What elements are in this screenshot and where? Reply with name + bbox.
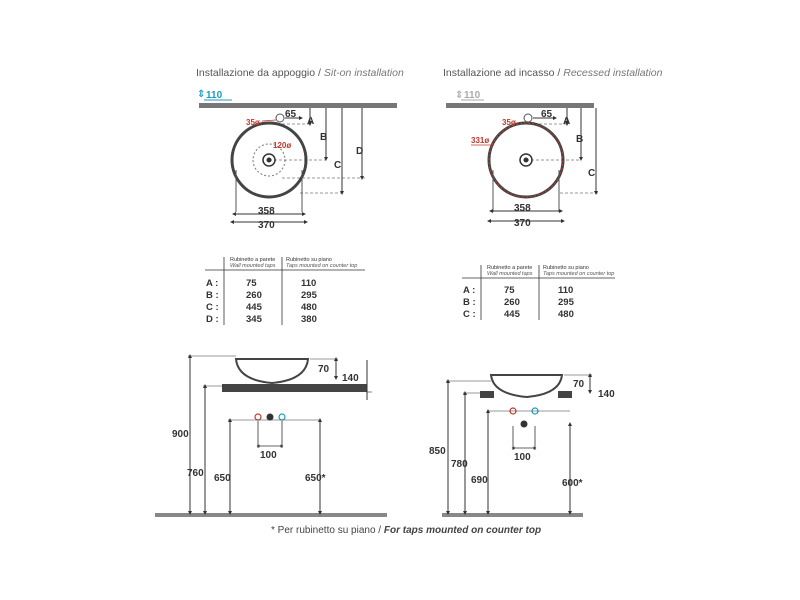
svg-text:445: 445 [504,309,520,320]
footnote [271,525,541,536]
svg-text:Wall mounted taps: Wall mounted taps [487,271,533,277]
elevation-recessed [429,375,615,517]
height-900: 900 [172,429,189,440]
drain-pipe-icon [521,421,528,428]
svg-text:Rubinetto a parete: Rubinetto a parete [487,265,533,271]
svg-text:75: 75 [246,278,257,289]
svg-text:Rubinetto a parete: Rubinetto a parete [230,257,276,263]
svg-text:380: 380 [301,314,317,325]
svg-text:Rubinetto su piano: Rubinetto su piano [286,257,332,263]
dim-65: 65 [285,109,297,120]
hot-water-icon [255,414,261,420]
tap-hole-icon [276,114,284,122]
svg-text:A :: A : [206,278,219,289]
dim-A: A [563,116,571,127]
elevation-sit-on [155,356,387,517]
dim-70: 70 [573,379,585,390]
dim-70: 70 [318,364,330,375]
width-370: 370 [258,220,275,231]
svg-text:295: 295 [558,297,574,308]
svg-text:C :: C : [463,309,476,320]
table-row [206,302,317,313]
svg-text:Taps mounted on counter top: Taps mounted on counter top [286,263,358,269]
svg-text:Rubinetto su piano: Rubinetto su piano [543,265,589,271]
height-780: 780 [451,459,468,470]
drain-diameter-label: 120ø [273,141,292,150]
width-358: 358 [258,206,275,217]
wall-bar [199,103,397,108]
svg-text:Installazione ad incasso / Rec: Installazione ad incasso / Recessed installation [443,67,663,79]
height-850: 850 [429,446,446,457]
width-370: 370 [514,218,531,229]
plan-view-sit-on [197,89,397,231]
dim-A: A [307,116,315,127]
floor-line [442,513,583,517]
tap-hole-icon [524,114,532,122]
table-row [206,290,318,301]
svg-text:D :: D : [206,314,219,325]
svg-text:⇕: ⇕ [197,89,206,100]
svg-text:Installazione da appoggio / Si: Installazione da appoggio / Sit-on installation [196,67,404,79]
table-row [463,309,574,320]
table-row [206,278,316,289]
width-358: 358 [514,203,531,214]
dim-C: C [334,160,342,171]
svg-text:445: 445 [246,302,262,313]
dim-D: D [356,146,364,157]
floor-line [155,513,387,517]
basin-profile [236,359,308,383]
svg-text:Wall mounted taps: Wall mounted taps [230,263,276,269]
height-690: 690 [471,475,488,486]
counter-top-right [558,391,572,398]
height-760: 760 [187,468,204,479]
drain-pipe-icon [267,414,274,421]
svg-text:A :: A : [463,285,476,296]
left-panel-title [196,67,404,79]
dim-65: 65 [541,109,553,120]
height-650: 650 [214,473,231,484]
basin-profile [491,375,562,397]
height-650-star: 650* [305,473,326,484]
svg-text:* Per rubinetto su piano / For: * Per rubinetto su piano / For taps mounted on counter top [271,525,542,536]
right-panel-title [443,67,663,79]
table-row [206,314,317,325]
tap-hole-label: 35ø [246,118,260,127]
dim-140: 140 [598,389,615,400]
svg-text:B :: B : [463,297,476,308]
svg-text:260: 260 [246,290,262,301]
cutout-diameter-label: 331ø [471,136,490,145]
dim-B: B [576,134,584,145]
wall-offset-label: 110 [206,90,223,101]
counter-top-left [480,391,494,398]
svg-text:480: 480 [558,309,574,320]
dim-C: C [588,168,596,179]
svg-text:Taps mounted on counter top: Taps mounted on counter top [543,271,615,277]
svg-text:260: 260 [504,297,520,308]
wall-bar [446,103,594,108]
svg-text:480: 480 [301,302,317,313]
svg-text:345: 345 [246,314,262,325]
dim-B: B [320,132,328,143]
tap-hole-label: 35ø [502,118,516,127]
svg-text:⇕: ⇕ [455,90,464,101]
table-row [463,285,573,296]
svg-text:110: 110 [301,278,317,289]
svg-text:75: 75 [504,285,515,296]
dimension-table-right [462,265,615,320]
counter-top [222,384,367,392]
svg-text:110: 110 [558,285,574,296]
plan-view-recessed [446,90,598,229]
dim-140: 140 [342,373,359,384]
dim-100: 100 [514,452,531,463]
svg-text:C :: C : [206,302,219,313]
wall-offset-label: 110 [464,90,481,101]
cold-water-icon [279,414,285,420]
height-600-star: 600* [562,478,583,489]
table-row [463,297,575,308]
svg-text:B :: B : [206,290,219,301]
svg-text:295: 295 [301,290,317,301]
dimension-table-left [205,257,365,325]
dim-100: 100 [260,450,277,461]
